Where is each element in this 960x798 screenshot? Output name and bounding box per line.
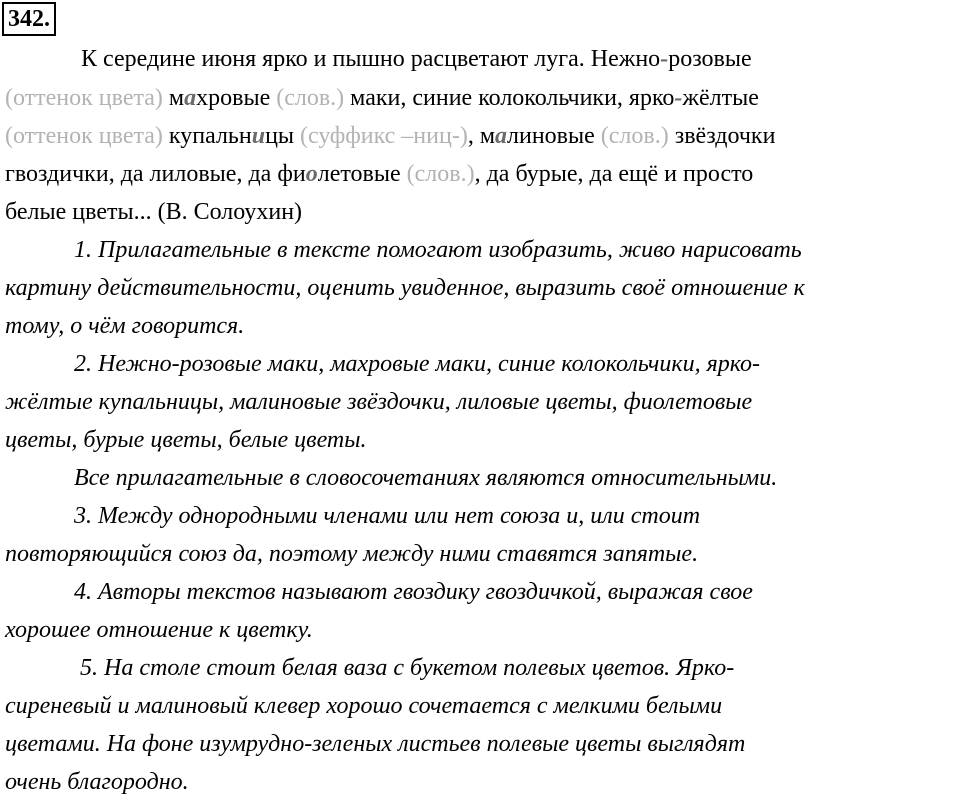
- highlight-letter: а: [495, 123, 507, 149]
- answer-line: цветами. На фоне изумрудно-зеленых листьев полевые цветы выглядят: [5, 731, 746, 757]
- margin-note: (слов.): [600, 123, 669, 149]
- answer-line: картину действительности, оценить увиденное, выразить своё отношение к: [5, 275, 805, 301]
- margin-note: (суффикс –ниц-): [300, 123, 468, 149]
- passage-text: маки, синие колокольчики, ярко: [350, 85, 675, 111]
- highlight-letter: а: [184, 85, 197, 111]
- answer-line: цветы, бурые цветы, белые цветы.: [5, 427, 367, 453]
- answer-line: 1. Прилагательные в тексте помогают изобразить, живо нарисовать: [74, 237, 802, 263]
- margin-note: (оттенок цвета): [5, 123, 163, 149]
- answer-line: 4. Авторы текстов называют гвоздику гвоздичкой, выражая свое: [74, 579, 753, 605]
- highlight-letter: и: [251, 123, 266, 149]
- passage-text: хровые: [196, 85, 271, 111]
- passage-line-2: [5, 82, 759, 114]
- passage-text: цы: [265, 123, 295, 149]
- answer-line: очень благородно.: [5, 769, 189, 795]
- answer-line: повторяющийся союз да, поэтому между ними ставятся запятые.: [5, 541, 699, 567]
- passage-text: , да бурые, да ещё и просто: [474, 161, 754, 187]
- highlight-hyphen: -: [674, 85, 683, 111]
- answer-line: 2. Нежно-розовые маки, махровые маки, синие колокольчики, ярко-: [74, 351, 761, 377]
- passage-text: звёздочки: [674, 123, 776, 149]
- passage-text: линовые: [507, 123, 595, 149]
- passage-line-3: [5, 120, 775, 152]
- passage-text: купальн: [168, 123, 252, 149]
- passage-line-5: белые цветы... (В. Солоухин): [5, 199, 303, 225]
- passage-text: м: [168, 85, 185, 111]
- answer-line: 3. Между однородными членами или нет союза и, или стоит: [74, 503, 701, 529]
- highlight-hyphen: -: [660, 46, 669, 72]
- passage-text: м: [479, 123, 495, 149]
- answer-line: тому, о чём говорится.: [5, 313, 245, 339]
- answer-line: Все прилагательные в словосочетаниях являются относительными.: [74, 465, 778, 491]
- answer-line: 5. На столе стоит белая ваза с букетом полевых цветов. Ярко-: [80, 655, 735, 681]
- answer-line: сиреневый и малиновый клевер хорошо сочетается с мелкими белыми: [5, 693, 723, 719]
- passage-text: гвоздички, да лиловые, да фи: [5, 161, 306, 187]
- passage-text: К середине июня ярко и пышно расцветают луга. Нежно: [81, 46, 661, 72]
- margin-note: (слов.): [276, 85, 345, 111]
- passage-text: жёлтые: [682, 85, 759, 111]
- passage-text: ,: [467, 123, 474, 149]
- exercise-number: 342.: [2, 2, 56, 36]
- margin-note: (оттенок цвета): [5, 85, 163, 111]
- answer-line: жёлтые купальницы, малиновые звёздочки, лиловые цветы, фиолетовые: [5, 389, 753, 415]
- passage-line-4: [5, 158, 753, 190]
- passage-text: розовые: [668, 46, 752, 72]
- margin-note: (слов.): [406, 161, 475, 187]
- highlight-letter: о: [305, 161, 318, 187]
- answer-line: хорошее отношение к цветку.: [5, 617, 313, 643]
- passage-text: летовые: [317, 161, 401, 187]
- passage-line-1: [81, 43, 752, 75]
